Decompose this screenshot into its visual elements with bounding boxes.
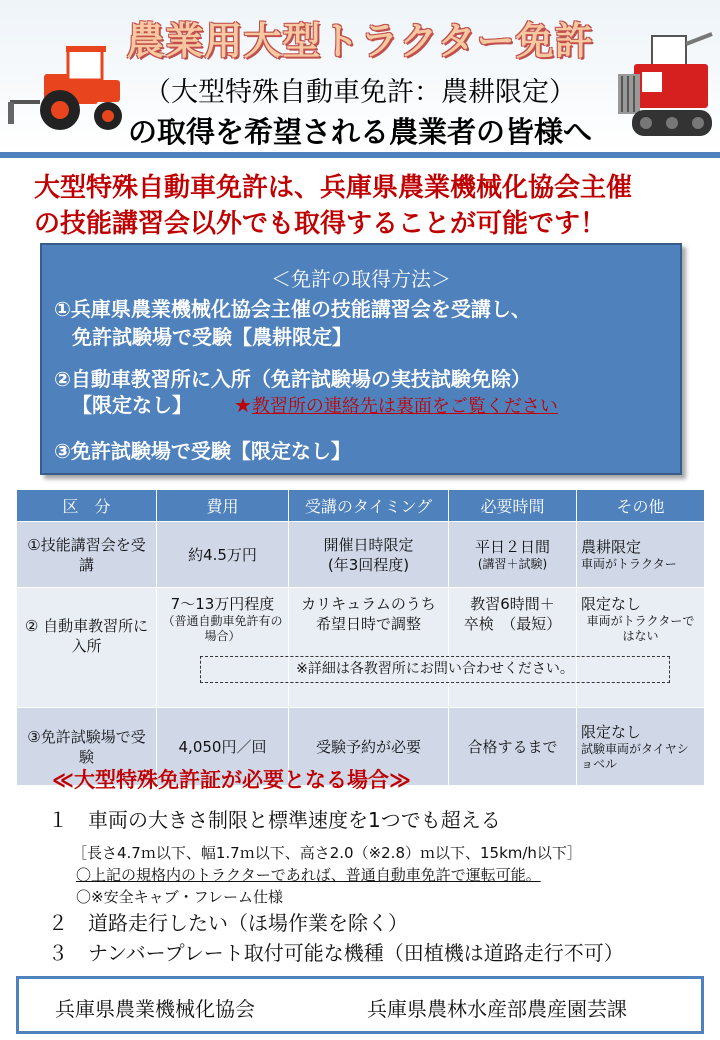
table-row [17,588,705,708]
license-method-box [40,243,682,475]
row2-other-line1: 限定なし [581,595,642,613]
row1-other-line2: 車両がトラクター [581,557,677,571]
row1-category: ①技能講習会を受講 [17,522,157,588]
condition-1-note-1: 〇上記の規格内のトラクターであれば、普通自動車免許で運転可能。 [76,866,541,884]
lead-line-2: の技能講習会以外でも取得することが可能です！ [34,209,607,239]
row1-time-line2: (講習＋試験) [477,557,548,571]
column-header-cost: 費用 [157,490,289,522]
method-item-2: ②自動車教習所に入所（免許試験場の実技試験免除） [54,367,531,391]
method-item-1-cont: 免許試験場で受験【農耕限定】 [72,325,352,349]
method-item-2-cont [72,389,558,418]
row2-time-line1: 教習6時間＋ [470,595,555,613]
row2-time [449,588,577,708]
row2-cost [157,588,289,708]
row1-time [449,522,577,588]
footer-organizations [16,976,704,1034]
star-icon: ★ [233,393,252,417]
column-header-other: その他 [577,490,705,522]
row1-other-line1: 農耕限定 [581,538,642,556]
row3-category: ③免許試験場で受験 [17,708,157,786]
comparison-table [16,489,705,786]
condition-1-note-2: 〇※安全キャブ・フレーム仕様 [76,888,283,906]
row2-timing [289,588,449,708]
row1-timing-line2: (年3回程度) [327,555,410,574]
page-title: 農業用大型トラクター免許 [126,19,594,63]
condition-3: ３ ナンバープレート取付可能な機種（田植機は道路走行不可） [48,941,624,965]
footer-org-1: 兵庫県農業機械化協会 [55,997,255,1021]
row3-time: 合格するまで [449,708,577,786]
table-row [17,522,705,588]
row2-other-line2: 車両がトラクターではない [586,614,695,643]
condition-2: ２ 道路走行したい（ほ場作業を除く） [48,911,408,935]
row3-other-line2: 試験車両がタイヤショベル [581,741,689,771]
lead-line-1: 大型特殊自動車免許は、兵庫県農業機械化協会主催 [34,173,633,203]
row2-other [577,588,705,708]
row2-time-line2: 卒検 （最短） [463,615,562,633]
row2-category: ② 自動車教習所に入所 [17,588,157,708]
row2-cost-line2: （普通自動車免許有の場合） [162,614,283,643]
column-header-category: 区 分 [17,490,157,522]
row1-cost: 約4.5万円 [157,522,289,588]
row3-other-line1: 限定なし [581,722,642,741]
row1-timing [289,522,449,588]
row1-other [577,522,705,588]
page-subtitle-audience: の取得を希望される農業者の皆様へ [127,115,592,149]
method-heading: ＜免許の取得方法＞ [271,267,451,291]
row1-time-line1: 平日２日間 [474,538,550,556]
school-detail-note: ※詳細は各教習所にお問い合わせください。 [200,656,670,683]
row2-cost-line1: 7～13万円程度 [170,595,275,613]
row3-cost: 4,050円／回 [157,708,289,786]
condition-1-limits: ［長さ4.7ｍ以下、幅1.7ｍ以下、高さ2.0（※2.8）ｍ以下、15km/h以下］ [72,844,582,862]
method-item-3: ③免許試験場で受験【限定なし】 [54,439,351,463]
header-banner [0,0,720,158]
page-subtitle: （大型特殊自動車免許：農耕限定） [144,77,576,108]
row2-timing-line2: 希望日時で調整 [315,615,421,633]
method-item-1: ①兵庫県農業機械化協会主催の技能講習会を受講し、 [54,297,531,321]
combine-harvester-icon [618,30,716,144]
row3-other [577,708,705,786]
row1-timing-line1: 開催日時限定 [323,535,414,554]
method-item-2-limit: 【限定なし】 [72,393,192,417]
condition-1: １ 車両の大きさ制限と標準速度を1つでも超える [48,808,501,832]
footer-org-2: 兵庫県農林水産部農産園芸課 [367,997,627,1021]
row3-timing: 受験予約が必要 [289,708,449,786]
method-item-2-note-link[interactable]: 教習所の連絡先は裏面をご覧ください [251,396,558,417]
column-header-time: 必要時間 [449,490,577,522]
column-header-timing: 受講のタイミング [289,490,449,522]
conditions-title: ≪大型特殊免許証が必要となる場合≫ [52,768,411,792]
lead-text [34,170,694,242]
row2-timing-line1: カリキュラムのうち [301,595,436,613]
